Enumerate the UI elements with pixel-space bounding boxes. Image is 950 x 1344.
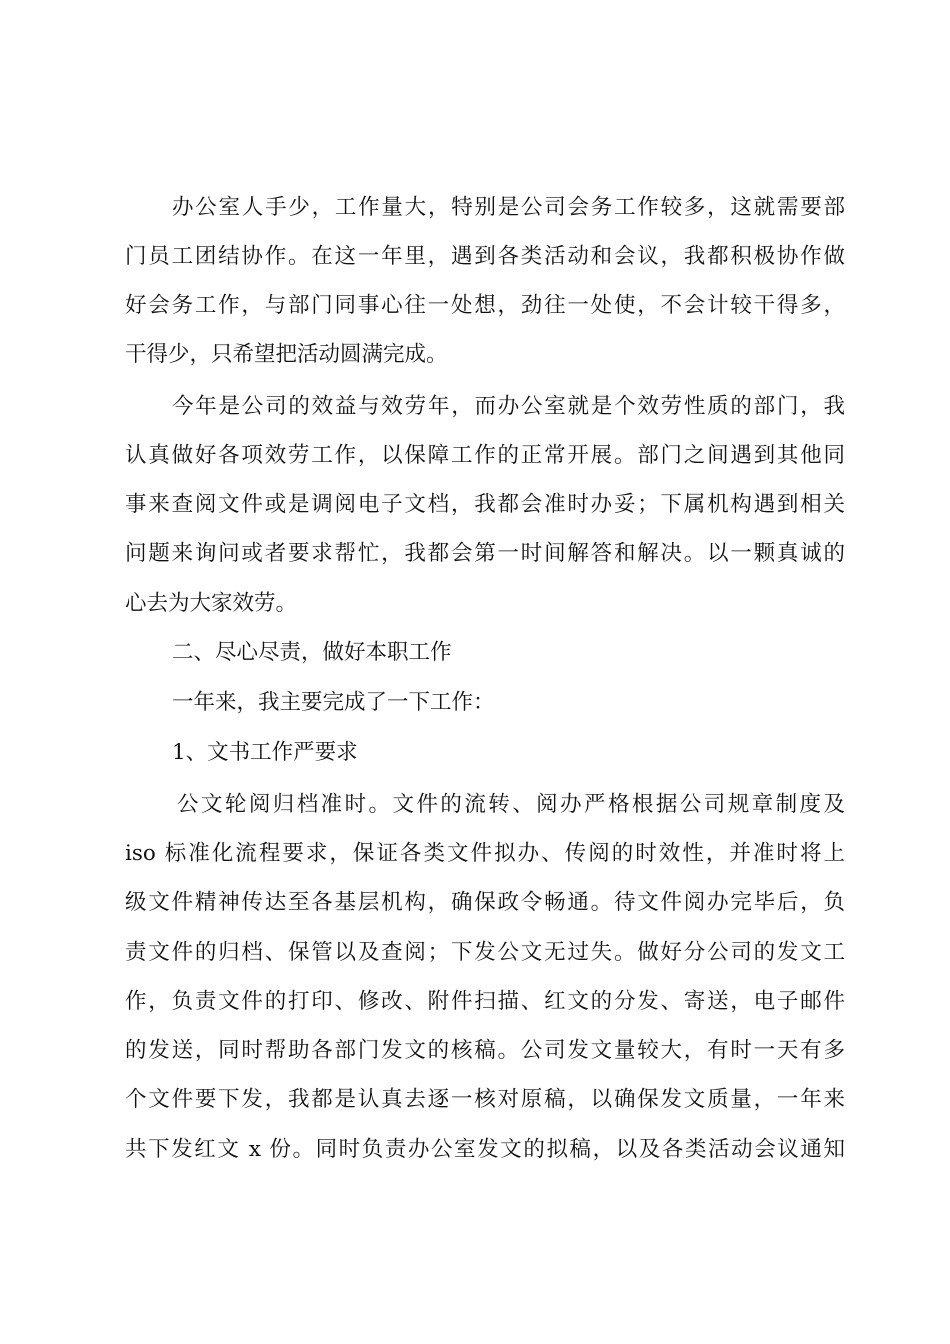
paragraph-line: 办公室人手少，工作量大，特别是公司会务工作较多，这就需要部 — [172, 195, 845, 220]
paragraph-line: 心去为大家效劳。 — [125, 591, 298, 616]
paragraph-line: 问题来询问或者要求帮忙，我都会第一时间解答和解决。以一颗真诚的 — [125, 541, 845, 566]
paragraph-line: 干得少，只希望把活动圆满完成。 — [125, 342, 448, 367]
paragraph-line: 好会务工作，与部门同事心往一处想，劲往一处使，不会计较干得多， — [125, 293, 845, 318]
paragraph-line: 公文轮阅归档准时。文件的流转、阅办严格根据公司规章制度及 — [177, 792, 845, 817]
paragraph-line: 个文件要下发，我都是认真去逐一核对原稿，以确保发文质量，一年来 — [125, 1087, 845, 1112]
subsection-heading: 1、文书工作严要求 — [172, 740, 358, 765]
paragraph-line: 级文件精神传达至各基层机构，确保政令畅通。待文件阅办完毕后，负 — [125, 890, 845, 915]
paragraph-line: 的发送，同时帮助各部门发文的核稿。公司发文量较大，有时一天有多 — [125, 1038, 845, 1063]
paragraph-line: 认真做好各项效劳工作，以保障工作的正常开展。部门之间遇到其他同 — [125, 443, 845, 468]
paragraph-line: 一年来，我主要完成了一下工作： — [172, 690, 495, 715]
paragraph-line: 事来查阅文件或是调阅电子文档，我都会准时办妥；下属机构遇到相关 — [125, 492, 845, 517]
paragraph-line: 共下发红文 x 份。同时负责办公室发文的拟稿，以及各类活动会议通知 — [125, 1137, 845, 1162]
paragraph-line: iso 标准化流程要求，保证各类文件拟办、传阅的时效性，并准时将上 — [125, 841, 845, 866]
paragraph-line: 作，负责文件的打印、修改、附件扫描、红文的分发、寄送，电子邮件 — [125, 989, 845, 1014]
paragraph-line: 门员工团结协作。在这一年里，遇到各类活动和会议，我都积极协作做 — [125, 244, 845, 269]
section-heading: 二、尽心尽责，做好本职工作 — [172, 640, 452, 665]
paragraph-line: 责文件的归档、保管以及查阅；下发公文无过失。做好分公司的发文工 — [125, 940, 845, 965]
paragraph-line: 今年是公司的效益与效劳年，而办公室就是个效劳性质的部门，我 — [172, 394, 845, 419]
